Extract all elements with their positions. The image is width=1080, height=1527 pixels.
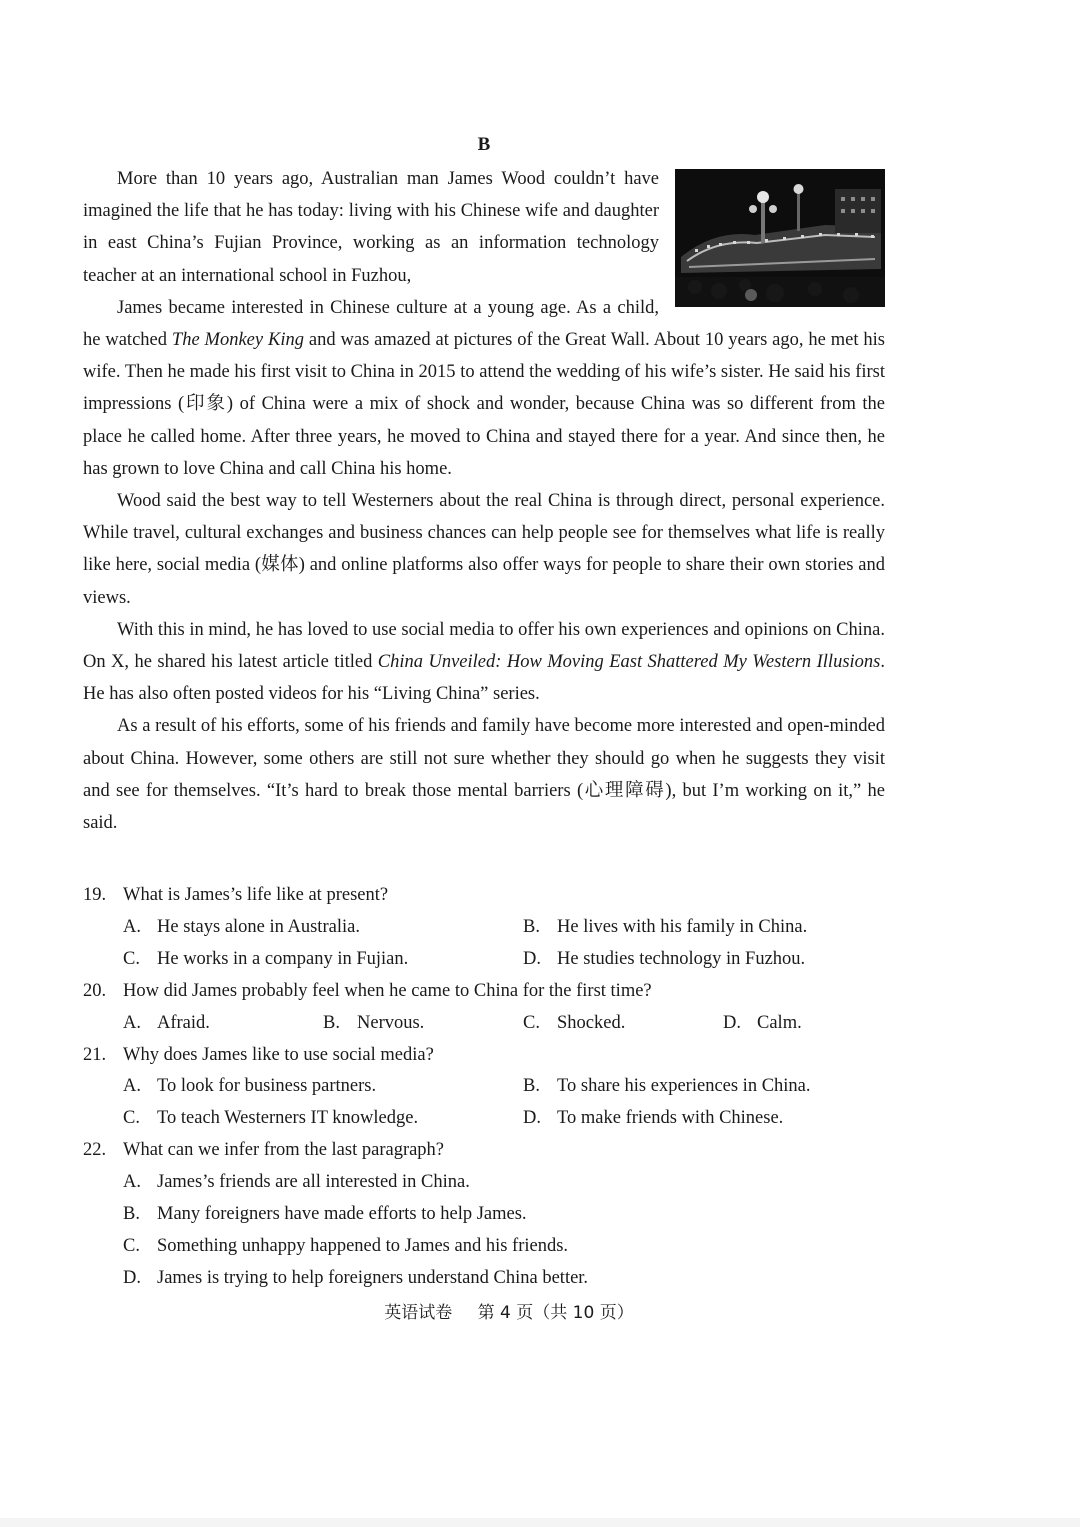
option-b[interactable] (523, 1071, 923, 1103)
reading-passage (83, 163, 885, 839)
question-number: 21. (83, 1044, 107, 1065)
option-letter: B. (123, 1204, 140, 1225)
option-letter: C. (123, 948, 140, 969)
option-d[interactable] (523, 944, 923, 976)
option-text: Calm. (757, 1012, 802, 1033)
option-letter: D. (523, 948, 541, 969)
option-letter: B. (523, 1076, 540, 1097)
paragraph-4-title: China Unveiled: How Moving East Shattered My Western Illusions (377, 652, 881, 673)
option-text: To share his experiences in China. (557, 1076, 811, 1097)
option-text: He works in a company in Fujian. (157, 948, 409, 969)
option-text: He stays alone in Australia. (157, 916, 360, 937)
question-21 (83, 1040, 885, 1136)
option-text: Afraid. (157, 1012, 210, 1033)
option-text: To look for business partners. (157, 1076, 377, 1097)
option-d[interactable] (523, 1103, 923, 1135)
option-letter: D. (123, 1267, 141, 1288)
question-20 (83, 976, 885, 1040)
question-19 (83, 880, 885, 976)
question-number: 22. (83, 1140, 107, 1161)
option-text: James is trying to help foreigners understand China better. (157, 1267, 589, 1288)
option-c[interactable] (123, 944, 523, 976)
photo-image (675, 169, 885, 307)
option-a[interactable] (123, 1167, 883, 1199)
option-letter: C. (123, 1108, 140, 1129)
question-stem: How did James probably feel when he came to China for the first time? (123, 980, 652, 1001)
option-b[interactable] (123, 1199, 883, 1231)
footer-page-number: 第 4 页（共 10 页） (477, 1303, 634, 1323)
option-text: James’s friends are all interested in China. (157, 1172, 470, 1193)
question-number: 19. (83, 885, 107, 905)
paragraph-1: More than 10 years ago, Australian man James Wood couldn’t have imagined the life that he has today: living with his Chinese wife and daughter in east China’s Fujian Province, working as an information technology teacher at an international school in Fuzhou, (83, 169, 659, 286)
option-a[interactable] (123, 912, 523, 944)
scan-edge (0, 1518, 1080, 1527)
question-22 (83, 1135, 885, 1295)
option-d[interactable] (723, 1008, 923, 1040)
night-scene-photo (675, 169, 885, 307)
question-list (83, 880, 885, 1295)
page-footer (0, 1298, 1018, 1323)
option-c[interactable] (123, 1231, 883, 1263)
question-number: 20. (83, 980, 107, 1001)
question-stem: What can we infer from the last paragraph? (123, 1140, 445, 1161)
option-letter: B. (323, 1012, 340, 1033)
option-a[interactable] (123, 1008, 323, 1040)
paragraph-5: As a result of his efforts, some of his friends and family have become more interested and open-minded about China. However, some others are still not sure whether they should go when he suggests they visit and see for themselves. “It’s hard to break those mental barriers (心理障碍), but I’m working on it,” he said. (83, 716, 885, 834)
option-letter: B. (523, 916, 540, 937)
option-letter: A. (123, 1012, 141, 1033)
paragraph-2-part1: James became interested in Chinese culture at a young age. As a child, he watched (83, 297, 659, 351)
option-d[interactable] (123, 1263, 883, 1295)
option-text: Shocked. (557, 1012, 626, 1033)
option-c[interactable] (523, 1008, 723, 1040)
paragraph-3: Wood said the best way to tell Westerners about the real China is through direct, personal experience. While travel, cultural exchanges and business chances can help people see for themselves what life is really like here, social media (媒体) and online platforms also offer ways for people to share their own stories and views. (83, 491, 885, 608)
paragraph-4-part1: With this in mind, he has loved to use social media to offer his own experiences and opinions on China. On X, he shared his latest article titled (83, 619, 885, 673)
option-text: To teach Westerners IT knowledge. (157, 1108, 419, 1129)
paragraph-4-part2: . He has also often posted videos for his “Living China” series. (83, 652, 885, 705)
option-letter: A. (123, 1172, 141, 1193)
paragraph-2-title: The Monkey King (171, 330, 304, 351)
paragraph-4 (83, 614, 885, 711)
option-text: Something unhappy happened to James and his friends. (157, 1235, 569, 1256)
option-text: He lives with his family in China. (557, 916, 808, 937)
option-text: He studies technology in Fuzhou. (557, 948, 806, 969)
option-letter: D. (523, 1108, 541, 1129)
paragraph-2 (83, 292, 885, 485)
option-text: To make friends with Chinese. (557, 1108, 784, 1129)
option-b[interactable] (523, 912, 923, 944)
option-letter: C. (523, 1012, 540, 1033)
option-a[interactable] (123, 1071, 523, 1103)
option-letter: A. (123, 916, 141, 937)
option-c[interactable] (123, 1103, 523, 1135)
option-text: Many foreigners have made efforts to help James. (157, 1204, 527, 1225)
option-letter: A. (123, 1076, 141, 1097)
option-text: Nervous. (357, 1012, 425, 1033)
footer-subject: 英语试卷 (384, 1303, 453, 1323)
question-stem: Why does James like to use social media? (123, 1044, 434, 1065)
paragraph-2-part2: and was amazed at pictures of the Great Wall. About 10 years ago, he met his wife. Then he made his first visit to China in 2015 to attend the wedding of his wife’s sister. He said his first impressions (印象) of China were a mix of shock and wonder, because China was so different from the place he called home. After three years, he moved to China and stayed there for a year. And since then, he has grown to love China and call China his home. (83, 330, 885, 479)
option-letter: D. (723, 1012, 741, 1033)
section-heading: B (477, 134, 491, 155)
question-stem: What is James’s life like at present? (123, 885, 389, 905)
option-b[interactable] (323, 1008, 523, 1040)
option-letter: C. (123, 1235, 140, 1256)
